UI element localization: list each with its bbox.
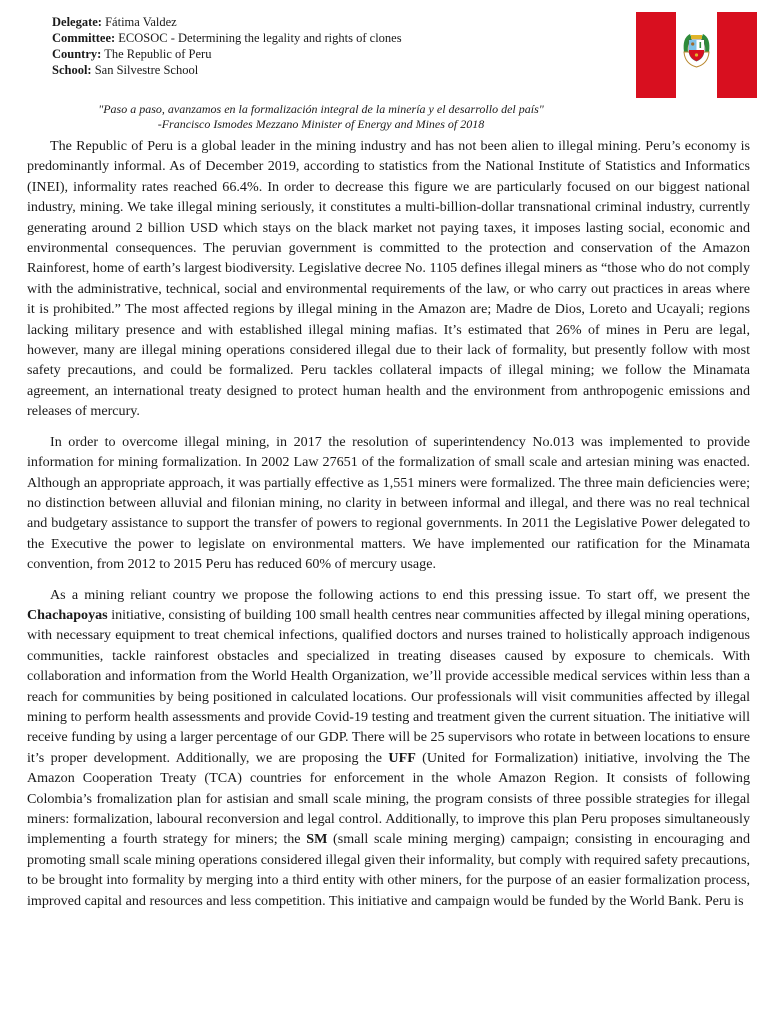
uff-term: UFF [388,749,416,766]
committee-row [52,30,402,46]
country-label: Country: [52,47,102,61]
sm-term: SM [306,831,328,848]
paragraph-3-text: (United for Formalization) initiative, involving the The Amazon Cooperation Treaty (TCA) countries for enforcement in the whole Amazon Region. It consists of following Colombia’s fromalization plan for astisian and small scale mining, the program consists of three possible strategies for illegal miners: formalization, laboural reconversion and legal control. Additionally, to improve this plan Peru proposes simultaneously implementing a fourth strategy for miners; the [27,749,750,848]
country-row [52,46,402,62]
school-row [52,62,402,78]
school-value: San Silvestre School [91,63,199,77]
committee-value: ECOSOC - Determining the legality and rights of clones [115,31,402,45]
position-paper-body [27,136,750,921]
peru-coat-of-arms-icon [676,12,717,98]
quote-text: "Paso a paso, avanzamos en la formalización integral de la minería y el desarrollo del país" [98,102,544,116]
paragraph-1: The Republic of Peru is a global leader in the mining industry and has not been alien to illegal mining. Peru’s economy is predominantly informal. As of December 2019, according to statistics from the National Institute of Statistics and Informatics (INEI), informality rates reached 66.4%. In order to decrease this figure we are particularly focused on our biggest national industry, mining. We take illegal mining seriously, it constitutes a multi-billion-dollar transnational criminal industry, currently generating around 2 billion USD which stays on the black market not paying taxes, it imposes lasting social, economic and environmental consequences. The peruvian government is committed to the protection and conservation of the Amazon Rainforest, home of earth’s largest biodiversity. Legislative decree No. 1105 defines illegal miners as “those who do not comply with the administrative, technical, social and environmental requirements of the law, or who carry out practices in areas where it is prohibited.” The most affected regions by illegal mining in the Amazon are; Madre de Dios, Loreto and Ucayali; regions lacking military presence and with established illegal mining mafias. It’s estimated that 26% of mines in Peru are legal, however, many are illegal mining operations considered illegal due to their lack of formality, but presently follow with most safety precautions, and could be formalized. Peru tackles collateral impacts of illegal mining; we follow the Minamata agreement, an international treaty designed to protect human health and the environment from anthropogenic emissions and releases of mercury. [27,138,750,420]
epigraph-quote [52,102,590,132]
delegate-label: Delegate: [52,15,102,29]
peru-flag [636,12,757,98]
flag-center-white-band [676,12,717,98]
flag-left-red-band [636,12,676,98]
paragraph-3-text: As a mining reliant country we propose the following actions to end this pressing issue. To start off, we present the [50,586,750,603]
delegate-value: Fátima Valdez [101,15,177,29]
paragraph-2: In order to overcome illegal mining, in 2017 the resolution of superintendency No.013 was implemented to provide information for mining formalization. In 2002 Law 27651 of the formalization of small scale and artesian mining was enacted. Although an appropriate approach, it was partially effective as 1,551 miners were formalized. The three main deficiencies were; no distinction between alluvial and filonian mining, no clarity in between informal and illegal, and there was no real technical and budgetary assistance to support the transfer of powers to regional governments. In 2011 the Legislative Power delegated to the Executive the power to legislate on environmental matters. We have implemented our ratification for the Minamata convention, from 2012 to 2015 Peru has reduced 60% of mercury usage. [27,433,750,573]
paragraph-3-text: initiative, consisting of building 100 small health centres near communities affected by illegal mining operations, with necessary equipment to treat chemical infections, qualified doctors and nurses trained to holistically approach indigenous communities, tackle rainforest obstacles and specialized in treating diseases caused by exposure to chemicals. With collaboration and information from the World Health Organization, we’ll provide accessible medical services within less than a reach for communities by being positioned in calculated locations. Our professionals will visit communities affected by illegal mining to perform health assessments and provide Covid-19 testing and treatment given the current situation. The initiative will receive funding by using a larger percentage of our GDP. There will be 25 supervisors who rotate in between locations to ensure it’s proper development. Additionally, we are proposing the [27,606,750,766]
country-value: The Republic of Peru [101,47,212,61]
chachapoyas-term: Chachapoyas [27,606,108,623]
delegate-row [52,14,402,30]
committee-label: Committee: [52,31,116,45]
paragraph-3 [27,585,750,912]
flag-right-red-band [717,12,757,98]
paragraph-3-text: (small scale mining merging) campaign; consisting in encouraging and promoting small scale mining operations considered illegal given their informality, but comply with required safety precautions, to be brought into formality by merging into a third entity with other miners, for the purpose of an easier formalization process, improved capital and resources and less competition. This initiative and campaign would be funded by the World Bank. Peru is [27,831,750,909]
quote-attribution: -Francisco Ismodes Mezzano Minister of Energy and Mines of 2018 [157,117,485,131]
school-label: School: [52,63,92,77]
delegate-header [52,14,402,78]
